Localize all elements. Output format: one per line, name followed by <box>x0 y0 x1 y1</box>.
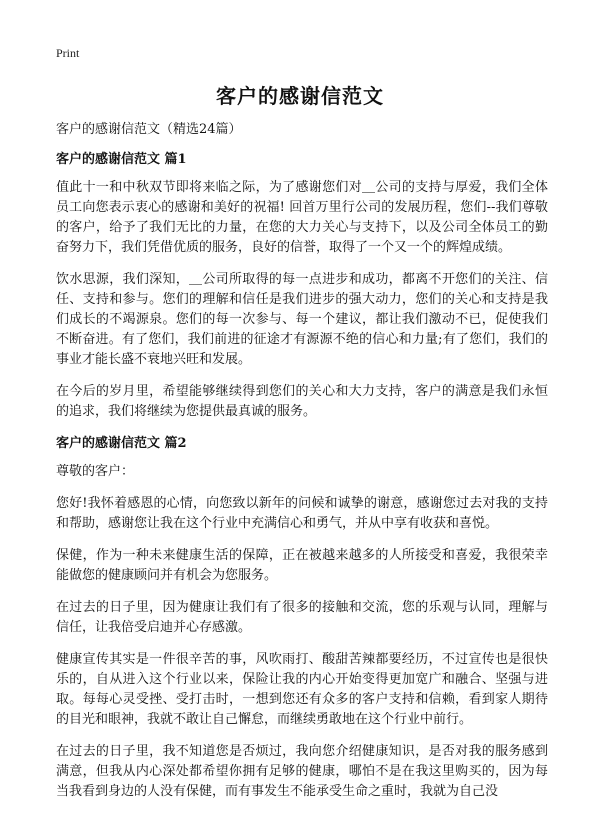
paragraph: 您好!我怀着感恩的心情，向您致以新年的问候和诚挚的谢意，感谢您过去对我的支持和帮助，感谢您让我在这个行业中充满信心和勇气，并从中享有收获和喜悦。 <box>56 496 548 531</box>
paragraph: 饮水思源，我们深知，＿公司所取得的每一点进步和成功，都离不开您们的关注、信任、支持和参与。您们的理解和信任是我们进步的强大动力，您们的关心和支持是我们成长的不竭源泉。您们的每一次参与、每一个建议，都让我们激动不已，促使我们不断奋进。有了您们，我们前进的征途才有源源不绝的信心和力量;有了您们，我们的事业才能长盛不衰地兴旺和发展。 <box>56 272 548 367</box>
section-1 <box>56 150 548 422</box>
section-2 <box>56 434 548 802</box>
paragraph: 在今后的岁月里，希望能够继续得到您们的关心和大力支持，客户的满意是我们永恒的追求，我们将继续为您提供最真诚的服务。 <box>56 384 548 419</box>
paragraph: 健康宣传其实是一件很辛苦的事，风吹雨打、酸甜苦辣都要经历，不过宣传也是很快乐的，自从进入这个行业以来，保险让我的内心开始变得更加宽广和融合、坚强与进取。每每心灵受挫、受打击时，一想到您还有众多的客户支持和信赖，看到家人期待的目光和眼神，我就不敢让自己懈怠，而继续勇敢地在这个行业中前行。 <box>56 652 548 727</box>
article-subtitle: 客户的感谢信范文（精选24篇） <box>56 122 242 137</box>
print-link[interactable]: Print <box>56 46 80 60</box>
section-heading: 客户的感谢信范文 篇2 <box>56 436 187 451</box>
article-body <box>56 120 548 814</box>
paragraph: 在过去的日子里，我不知道您是否烦过，我向您介绍健康知识，是否对我的服务感到满意，但我从内心深处都希望你拥有足够的健康，哪怕不是在我这里购买的，因为每当我看到身边的人没有保健，而有事发生不能承受生命之重时，我就为自己没 <box>56 744 548 799</box>
greeting: 尊敬的客户： <box>56 464 135 479</box>
paragraph: 保健，作为一种未来健康生活的保障，正在被越来越多的人所接受和喜爱，我很荣幸能做您的健康顾问并有机会为您服务。 <box>56 548 548 583</box>
paragraph: 值此十一和中秋双节即将来临之际，为了感谢您们对＿公司的支持与厚爱，我们全体员工向您表示衷心的感谢和美好的祝福! 回首万里行公司的发展历程，您们--我们尊敬的客户，给予了我们无比的力量，在您的大力关心与支持下，以及公司全体员工的勤奋努力下，我们凭借优质的服务，良好的信誉，取得了一个又一个的辉煌成绩。 <box>56 180 548 255</box>
section-heading: 客户的感谢信范文 篇1 <box>56 152 187 167</box>
page-title: 客户的感谢信范文 <box>216 84 384 108</box>
paragraph: 在过去的日子里，因为健康让我们有了很多的接触和交流，您的乐观与认同，理解与信任，让我倍受启迪并心存感激。 <box>56 600 548 635</box>
